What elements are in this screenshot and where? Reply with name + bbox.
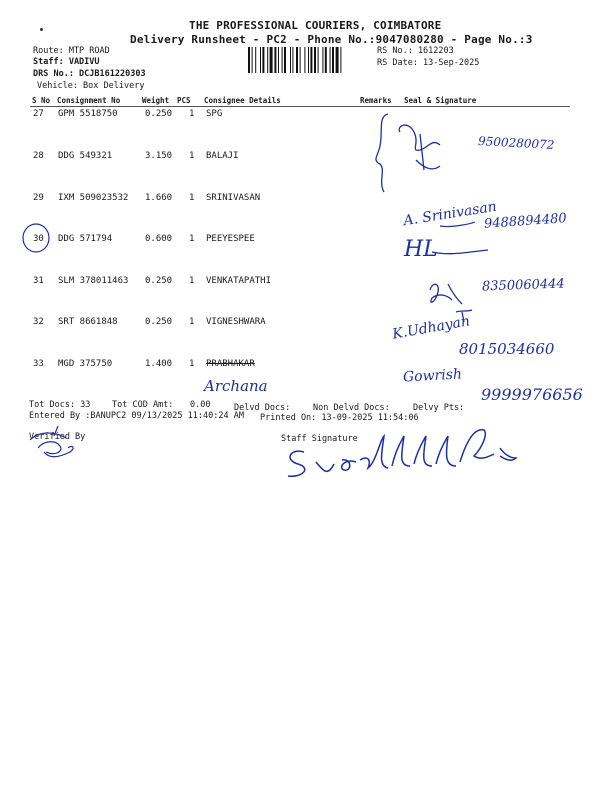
cell-weight: 0.250	[145, 109, 173, 119]
company-title: THE PROFESSIONAL COURIERS, COIMBATORE	[189, 19, 442, 32]
tot-cod-value: 0.00	[190, 400, 211, 410]
table-row	[0, 151, 600, 165]
non-delvd-docs: Non Delvd Docs:	[313, 403, 390, 413]
cell-weight: 0.250	[145, 276, 173, 286]
handwritten-name-32: K.Udhayan	[391, 313, 472, 343]
handwritten-phone-32: 8015034660	[459, 340, 555, 358]
cell-consignment: IXM 509023532	[58, 193, 129, 203]
cell-consignee: BALAJI	[206, 151, 239, 161]
verified-by-label: Verified By	[29, 432, 86, 442]
cell-pcs: 1	[189, 317, 195, 327]
cell-sno: 27	[33, 109, 44, 119]
stray-mark	[40, 28, 43, 31]
drs-text: DRS No.: DCJB161220303	[33, 69, 146, 79]
handwritten-phone-31: 8350060444	[481, 276, 565, 295]
cell-consignment: SLM 378011463	[58, 276, 129, 286]
cell-consignee: SRINIVASAN	[206, 193, 261, 203]
cell-weight: 0.250	[145, 317, 173, 327]
col-consignment: Consignment No	[57, 96, 121, 105]
cell-consignee: PRABHAKAR	[206, 359, 255, 369]
cell-consignee: PEEYESPEE	[206, 234, 255, 244]
col-pcs: PCS	[177, 96, 191, 105]
cell-weight: 1.660	[145, 193, 173, 203]
cell-sno: 29	[33, 193, 44, 203]
cell-sno: 32	[33, 317, 44, 327]
rs-number: RS No.: 1612203	[377, 46, 454, 56]
col-remarks: Remarks	[360, 96, 392, 105]
cell-pcs: 1	[189, 151, 195, 161]
delvd-docs: Delvd Docs:	[234, 403, 291, 413]
cell-pcs: 1	[189, 276, 195, 286]
cell-consignee: VIGNESHWARA	[206, 317, 266, 327]
table-row	[0, 317, 600, 331]
table-row	[0, 109, 600, 123]
header-rule	[30, 106, 570, 107]
cell-sno: 31	[33, 276, 44, 286]
handwritten-phone-29: 9488894480	[483, 211, 568, 232]
rs-date: RS Date: 13-Sep-2025	[377, 58, 480, 68]
tot-cod-label: Tot COD Amt:	[112, 400, 174, 410]
cell-weight: 0.600	[145, 234, 173, 244]
col-sno: S No	[32, 96, 51, 105]
handwritten-phone-27: 9500280072	[477, 134, 555, 152]
handwritten-signature-30	[432, 250, 488, 254]
delvy-pts: Delvy Pts:	[413, 403, 465, 413]
staff-signature-label: Staff Signature	[281, 434, 358, 444]
cell-pcs: 1	[189, 109, 195, 119]
staff-text: Staff: VADIVU	[33, 57, 100, 67]
cell-consignee: VENKATAPATHI	[206, 276, 272, 286]
cell-consignment: GPM 5518750	[58, 109, 118, 119]
entered-by: Entered By :BANUPC2 09/13/2025 11:40:24 AM	[29, 411, 244, 421]
cell-consignment: DDG 549321	[58, 151, 113, 161]
cell-sno: 30	[33, 234, 44, 244]
cell-consignee: SPG	[206, 109, 223, 119]
handwritten-archana: Archana	[204, 377, 268, 395]
handwritten-phone-33: 9999976656	[481, 385, 583, 404]
cell-consignment: SRT 8661848	[58, 317, 118, 327]
printed-on: Printed On: 13-09-2025 11:54:06	[260, 413, 419, 423]
col-consignee: Consignee Details	[204, 96, 281, 105]
cell-weight: 1.400	[145, 359, 173, 369]
handwritten-mark-30: HL	[404, 237, 438, 262]
col-weight: Weight	[142, 96, 170, 105]
handwritten-name-33: Gowrish	[402, 366, 463, 386]
col-seal: Seal & Signature	[404, 96, 477, 105]
cell-consignment: DDG 571794	[58, 234, 113, 244]
cell-consignment: MGD 375750	[58, 359, 113, 369]
cell-weight: 3.150	[145, 151, 173, 161]
tot-docs: Tot Docs: 33	[29, 400, 91, 410]
cell-sno: 28	[33, 151, 44, 161]
table-row	[0, 234, 600, 248]
cell-sno: 33	[33, 359, 44, 369]
route-text: Route: MTP ROAD	[33, 46, 110, 56]
table-row	[0, 359, 600, 373]
handwritten-name-29: A. Srinivasan	[402, 198, 498, 230]
runsheet-title: Delivery Runsheet - PC2 - Phone No.:9047080280 - Page No.:3	[130, 33, 533, 46]
vehicle-text: Vehicle: Box Delivery	[37, 81, 145, 91]
barcode	[248, 47, 372, 73]
table-row	[0, 193, 600, 207]
cell-pcs: 1	[189, 193, 195, 203]
cell-pcs: 1	[189, 359, 195, 369]
cell-pcs: 1	[189, 234, 195, 244]
